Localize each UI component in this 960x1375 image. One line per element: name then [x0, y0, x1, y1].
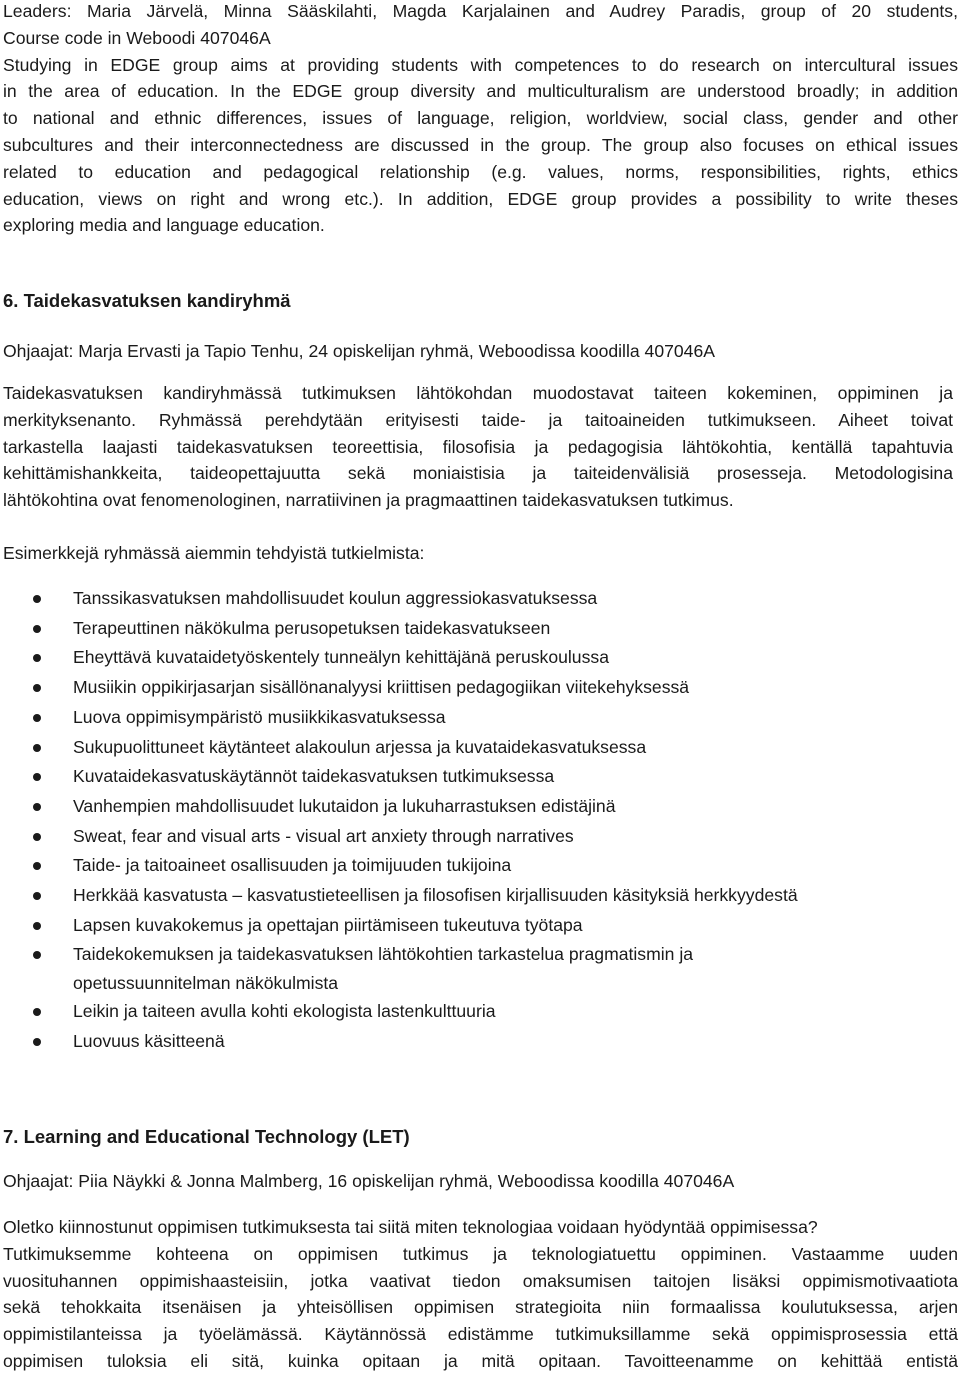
text-line: merkityksenanto. Ryhmässä perehdytään erityisesti taide- ja taitoaineiden tutkimukseen. Aiheet toivat — [3, 409, 953, 430]
text-line: in the area of education. In the EDGE group diversity and multiculturalism are understood broadly; in addition — [3, 81, 958, 102]
section-6-leaders: Ohjaajat: Marja Ervasti ja Tapio Tenhu, 24 opiskelijan ryhmä, Weboodissa koodilla 407046A — [3, 341, 715, 361]
text-line: sekä tehokkaita itsenäisen ja yhteisöllisen oppimisen strategioita niin formaalissa koulutuksessa, arjen — [3, 1297, 958, 1318]
bullet-icon — [33, 833, 41, 841]
section-6-heading: 6. Taidekasvatuksen kandiryhmä — [3, 290, 291, 311]
text-line: vuosituhannen oppimishaasteisiin, jotka vaativat tiedon omaksumisen taitojen lisäksi oppimismotivaatiota — [3, 1270, 958, 1291]
bullet-icon — [33, 1038, 41, 1046]
text-line: Oletko kiinnostunut oppimisen tutkimuksesta tai siitä miten teknologiaa voidaan hyödyntää oppimisessa? — [3, 1217, 818, 1237]
list-item: Musiikin oppikirjasarjan sisällönanalyysi kriittisen pedagogiikan viitekehyksessä — [3, 673, 958, 703]
bullet-icon — [33, 773, 41, 781]
text-line: Studying in EDGE group aims at providing students with competences to do research on intercultural issues — [3, 54, 958, 75]
list-item: Sweat, fear and visual arts - visual art anxiety through narratives — [3, 822, 958, 852]
list-item: Herkkää kasvatusta – kasvatustieteellisen ja filosofisen kirjallisuuden käsityksiä herkkyydestä — [3, 881, 958, 911]
bullet-icon — [33, 803, 41, 811]
text-line: oppimisen tuloksia eli sitä, kuinka opitaan ja mitä opitaan. Tavoitteenamme on kehittää entistä — [3, 1350, 958, 1371]
list-item: Vanhempien mahdollisuudet lukutaidon ja lukuharrastuksen edistäjinä — [3, 792, 958, 822]
bullet-icon — [33, 922, 41, 930]
list-item: Leikin ja taiteen avulla kohti ekologista lastenkulttuuria — [3, 997, 958, 1027]
text-line: oppimistilanteissa ja työelämässä. Käytännössä edistämme tutkimuksillamme sekä oppimisprosessia että — [3, 1324, 958, 1345]
text-line: Course code in Weboodi 407046A — [3, 27, 271, 48]
text-line: education, views on right and wrong etc.). In addition, EDGE group provides a possibility to write theses — [3, 188, 958, 209]
thesis-examples-list — [3, 584, 958, 1057]
text-line: kehittämishankkeita, taideopettajuutta sekä moniaistisia ja taiteidenvälisiä prosesseja. Metodologisina — [3, 463, 953, 484]
list-item: Taide- ja taitoaineet osallisuuden ja toimijuuden tukijoina — [3, 851, 958, 881]
text-line: Taidekasvatuksen kandiryhmässä tutkimuksen lähtökohdan muodostavat taiteen kokeminen, oppiminen ja — [3, 383, 953, 403]
examples-label: Esimerkkejä ryhmässä aiemmin tehdyistä tutkielmista: — [3, 543, 425, 563]
section-7-heading: 7. Learning and Educational Technology (LET) — [3, 1126, 410, 1147]
list-item-continuation: opetussuunnitelman näkökulmista — [73, 972, 339, 993]
bullet-icon — [33, 892, 41, 900]
text-line: to national and ethnic differences, issues of language, religion, worldview, social class, gender and other — [3, 108, 958, 129]
text-line: exploring media and language education. — [3, 215, 325, 236]
bullet-icon — [33, 951, 41, 959]
bullet-icon — [33, 744, 41, 752]
text-line: subcultures and their interconnectedness are discussed in the group. The group also focuses on ethical issues — [3, 134, 958, 155]
text-line: Tutkimuksemme kohteena on oppimisen tutkimus ja teknologiatuettu oppiminen. Vastaamme uuden — [3, 1243, 958, 1264]
text-line: lähtökohtina ovat fenomenologinen, narratiivinen ja pragmaattinen taidekasvatuksen tutkimus. — [3, 490, 734, 511]
section-7-leaders: Ohjaajat: Piia Näykki & Jonna Malmberg, 16 opiskelijan ryhmä, Weboodissa koodilla 407046A — [3, 1171, 735, 1191]
text-line: tarkastella laajasti taidekasvatuksen teoreettisia, filosofisia ja pedagogisia lähtökohtia, kentällä tapahtuvia — [3, 436, 953, 457]
bullet-icon — [33, 1008, 41, 1016]
list-item: Tanssikasvatuksen mahdollisuudet koulun aggressiokasvatuksessa — [3, 584, 958, 614]
list-item: Terapeuttinen näkökulma perusopetuksen taidekasvatukseen — [3, 614, 958, 644]
intro-edge-paragraph — [3, 0, 958, 239]
bullet-icon — [33, 714, 41, 722]
bullet-icon — [33, 625, 41, 633]
bullet-icon — [33, 595, 41, 603]
list-item: Luovuus käsitteenä — [3, 1027, 958, 1057]
text-line: Leaders: Maria Järvelä, Minna Sääskilahti, Magda Karjalainen and Audrey Paradis, group of 20 students, — [3, 1, 958, 21]
list-item: Eheyttävä kuvataidetyöskentely tunneälyn kehittäjänä peruskoulussa — [3, 643, 958, 673]
list-item: Kuvataidekasvatuskäytännöt taidekasvatuksen tutkimuksessa — [3, 762, 958, 792]
bullet-icon — [33, 684, 41, 692]
text-line: related to education and pedagogical relationship (e.g. values, norms, responsibilities, rights, ethics — [3, 161, 958, 182]
bullet-icon — [33, 654, 41, 662]
list-item: Sukupuolittuneet käytänteet alakoulun arjessa ja kuvataidekasvatuksessa — [3, 733, 958, 763]
list-item: Taidekokemuksen ja taidekasvatuksen lähtökohtien tarkastelua pragmatismin ja opetussuunnitelman näkökulmista — [3, 940, 958, 997]
section-6-description — [3, 380, 953, 514]
bullet-icon — [33, 862, 41, 870]
list-item: Lapsen kuvakokemus ja opettajan piirtämiseen tukeutuva työtapa — [3, 911, 958, 941]
section-7-description — [3, 1214, 958, 1375]
list-item: Luova oppimisympäristö musiikkikasvatuksessa — [3, 703, 958, 733]
